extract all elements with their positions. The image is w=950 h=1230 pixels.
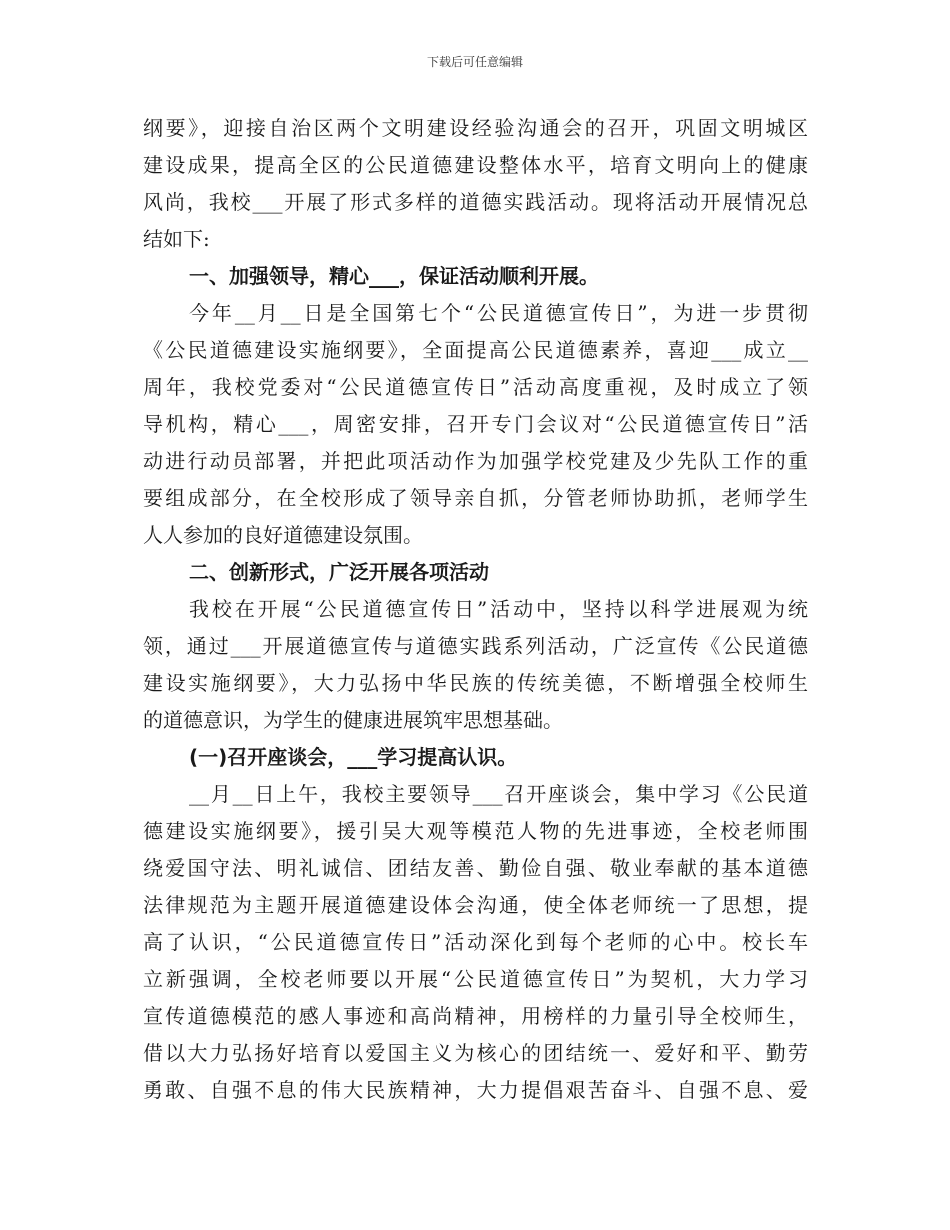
paragraph-line: 人人参加的良好道德建设氛围。 — [143, 523, 423, 547]
section-heading: 一、加强领导，精心___，保证活动顺利开展。 — [189, 264, 599, 288]
paragraph-line: 《公民道德建设实施纲要》，全面提高公民道德素养，喜迎___成立__ — [143, 338, 808, 362]
paragraph-line: 领，通过___开展道德宣传与道德实践系列活动，广泛宣传《公民道德 — [143, 634, 808, 658]
paragraph-line: 纲要》，迎接自治区两个文明建设经验沟通会的召开，巩固文明城区 — [143, 116, 808, 140]
paragraph-line: 勇敢、自强不息的伟大民族精神，大力提倡艰苦奋斗、自强不息、爱 — [143, 1078, 808, 1102]
paragraph-line: 德建设实施纲要》，援引吴大观等模范人物的先进事迹，全校老师围 — [143, 819, 808, 843]
paragraph-line: 绕爱国守法、明礼诚信、团结友善、勤俭自强、敬业奉献的基本道德 — [143, 856, 808, 880]
paragraph-line: 我校在开展“公民道德宣传日”活动中，坚持以科学进展观为统 — [189, 597, 808, 621]
paragraph-line: 借以大力弘扬好培育以爱国主义为核心的团结统一、爱好和平、勤劳 — [143, 1041, 808, 1065]
document-body — [143, 110, 808, 1109]
paragraph-line: 要组成部分，在全校形成了领导亲自抓，分管老师协助抓，老师学生 — [143, 486, 808, 510]
paragraph-line: 周年，我校党委对“公民道德宣传日”活动高度重视，及时成立了领 — [143, 375, 808, 399]
paragraph-line: 风尚，我校___开展了形式多样的道德实践活动。现将活动开展情况总 — [143, 190, 808, 214]
paragraph-line: 的道德意识，为学生的健康进展筑牢思想基础。 — [143, 708, 563, 732]
section-heading: (一)召开座谈会，___学习提高认识。 — [189, 745, 518, 769]
section-heading: 二、创新形式，广泛开展各项活动 — [189, 560, 489, 584]
paragraph-line: 结如下: — [143, 227, 210, 251]
paragraph-line: 导机构，精心___，周密安排，召开专门会议对“公民道德宣传日”活 — [143, 412, 808, 436]
paragraph-line: 宣传道德模范的感人事迹和高尚精神，用榜样的力量引导全校师生， — [143, 1004, 808, 1028]
paragraph-line: 法律规范为主题开展道德建设体会沟通，使全体老师统一了思想，提 — [143, 893, 808, 917]
paragraph-line: 建设实施纲要》，大力弘扬中华民族的传统美德，不断增强全校师生 — [143, 671, 808, 695]
paragraph-line: 立新强调，全校老师要以开展“公民道德宣传日”为契机，大力学习 — [143, 967, 808, 991]
paragraph-line: 今年__月__日是全国第七个“公民道德宣传日”，为进一步贯彻 — [189, 301, 808, 325]
paragraph-line: 高了认识，“公民道德宣传日”活动深化到每个老师的心中。校长车 — [143, 930, 808, 954]
paragraph-line: 建设成果，提高全区的公民道德建设整体水平，培育文明向上的健康 — [143, 153, 808, 177]
paragraph-line: __月__日上午，我校主要领导___召开座谈会，集中学习《公民道 — [189, 782, 808, 806]
page-header: 下载后可任意编辑 — [426, 55, 523, 69]
paragraph-line: 动进行动员部署，并把此项活动作为加强学校党建及少先队工作的重 — [143, 449, 808, 473]
